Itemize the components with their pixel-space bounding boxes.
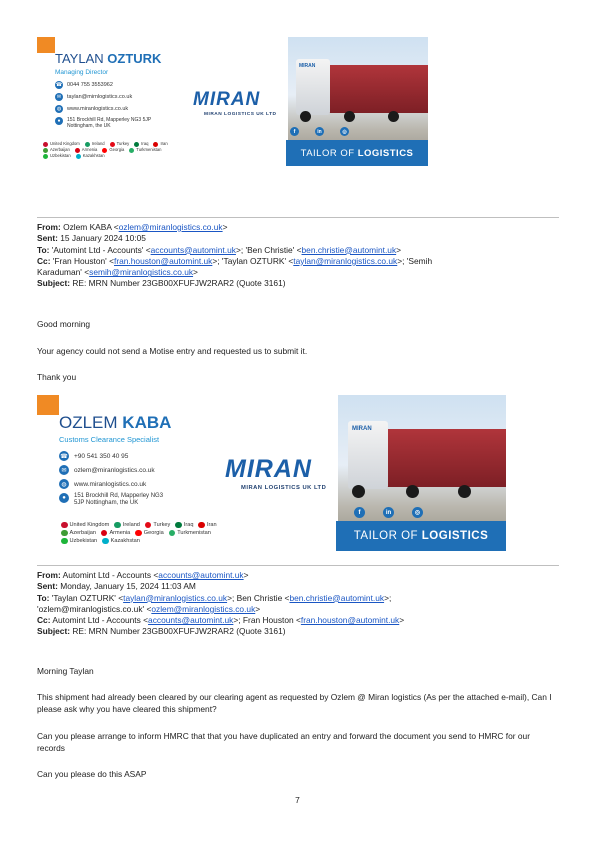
to-email-link[interactable]: accounts@automint.uk: [150, 244, 236, 255]
cc-email-link[interactable]: semih@miranlogistics.co.uk: [89, 267, 194, 278]
flag-icon: [129, 148, 134, 153]
wheel: [344, 111, 355, 122]
mail-icon: ✉: [56, 94, 62, 100]
miran-logo: MIRAN: [225, 455, 312, 483]
mail-icon: ✉: [59, 465, 69, 475]
tagline-strip: [336, 521, 506, 551]
flag-icon: [85, 142, 90, 147]
email-body-paragraph: This shipment had already been cleared by our clearing agent as requested by Ozlem @ Miran logistics (As per the attached e-mail), Can I please ask why you have cleared this shipment?: [37, 692, 552, 715]
country-flag: [145, 521, 170, 529]
email-address: ozlem@miranlogistics.co.uk: [74, 466, 155, 474]
truck-cab: [348, 421, 388, 489]
country-name: Turkmenistan: [136, 147, 162, 152]
truck-cab: [296, 59, 330, 115]
first-name: TAYLAN: [55, 51, 104, 66]
flag-icon: [153, 142, 158, 147]
country-name: Georgia: [109, 147, 125, 152]
flag-icon: [43, 154, 48, 159]
to-email-link[interactable]: taylan@miranlogistics.co.uk: [123, 592, 228, 603]
flag-icon: [114, 522, 121, 529]
page-number: 7: [295, 795, 300, 805]
country-flag: [169, 529, 211, 537]
country-name: Azerbaijan: [50, 147, 70, 152]
accent-bar: [37, 395, 59, 415]
job-title: Customs Clearance Specialist: [59, 435, 160, 444]
wheel: [300, 111, 311, 122]
phone-row: [59, 451, 128, 461]
signature-card: [37, 37, 187, 166]
flag-icon: [145, 522, 152, 529]
address: 151 Brockhill Rd, Mapperley NG3 5JP Nottingham, the UK: [74, 493, 164, 506]
country-name: Kazakhstan: [110, 538, 140, 544]
flag-icon: [43, 142, 48, 147]
cc-line: Cc: Automint Ltd - Accounts <accounts@automint.uk>; Fran Houston <fran.houston@automint.uk>: [37, 615, 405, 626]
from-line: From: Ozlem KABA <ozlem@miranlogistics.co.uk>: [37, 222, 228, 232]
header-divider: [37, 565, 559, 566]
cab-logo: MIRAN: [352, 426, 372, 432]
email-body-paragraph: Can you please arrange to inform HMRC that that you have duplicated an entry and forward the document you send to HMRC for our records: [37, 731, 530, 754]
instagram-icon[interactable]: ◎: [412, 507, 423, 518]
cab-logo: MIRAN: [299, 63, 316, 69]
cc-email-link[interactable]: fran.houston@automint.uk: [300, 615, 400, 626]
country-flag: [114, 521, 140, 529]
country-name: Ireland: [91, 141, 105, 146]
country-flag: [135, 529, 163, 537]
country-name: Kazakhstan: [82, 153, 105, 158]
first-name: OZLEM: [59, 413, 118, 432]
country-name: Uzbekistan: [50, 153, 71, 158]
signature-name: [55, 51, 161, 66]
phone-number: +90 541 350 40 95: [74, 452, 129, 460]
to-line: To: 'Taylan OZTURK' <taylan@miranlogistics.co.uk>; Ben Christie <ben.christie@automint.uk>;: [37, 592, 392, 603]
country-name: Ireland: [122, 522, 140, 528]
country-name: Armenia: [109, 530, 131, 536]
phone-icon: ☎: [59, 451, 69, 461]
accent-bar: [37, 37, 55, 53]
flag-icon: [134, 142, 139, 147]
email-header-1: [37, 222, 559, 290]
social-icons: [290, 127, 349, 136]
from-email-link[interactable]: ozlem@miranlogistics.co.uk: [118, 222, 223, 232]
to-email-link[interactable]: ben.christie@automint.uk: [301, 244, 397, 255]
trailer: [382, 429, 506, 487]
subject-line: Subject: RE: MRN Number 23GB00XFUFJW2RAR2 (Quote 3161): [37, 626, 286, 637]
flag-icon: [175, 522, 182, 529]
last-name: KABA: [122, 413, 172, 432]
country-flag: [102, 147, 124, 153]
company-name: MIRAN LOGISTICS UK LTD: [204, 112, 277, 117]
to-line-continued: 'ozlem@miranlogistics.co.uk' <ozlem@miranlogistics.co.uk>: [37, 603, 261, 614]
wheel: [406, 485, 419, 498]
to-line: To: 'Automint Ltd - Accounts' <accounts@automint.uk>; 'Ben Christie' <ben.christie@automint.uk>: [37, 244, 402, 255]
email-body: Your agency could not send a Motise entry and requested us to submit it.: [37, 346, 308, 356]
flag-icon: [61, 522, 68, 529]
country-flag: [61, 537, 97, 545]
country-flag: [175, 521, 193, 529]
country-flag: [198, 521, 216, 529]
flag-icon: [75, 148, 80, 153]
country-flag: [102, 537, 140, 545]
phone-number: 0044 755 3553962: [67, 82, 113, 88]
social-icons: [354, 507, 423, 518]
signature-banner-ozlem: [37, 395, 506, 551]
tagline-strip: [286, 140, 428, 166]
flag-icon: [102, 538, 109, 545]
instagram-icon[interactable]: ◎: [340, 127, 349, 136]
website: www.miranlogistics.co.uk: [74, 480, 147, 488]
country-name: Armenia: [81, 147, 98, 152]
location-pin-icon: ●: [55, 117, 63, 125]
cc-line: Cc: 'Fran Houston' <fran.houston@automint.uk>; 'Taylan OZTURK' <taylan@miranlogistics.co.uk>; 'Semih: [37, 255, 433, 266]
flag-icon: [61, 538, 68, 545]
country-flag: [101, 529, 130, 537]
cc-line-continued: Karaduman' <semih@miranlogistics.co.uk>: [37, 267, 198, 278]
country-name: Iran: [160, 141, 168, 146]
country-name: Turkmenistan: [177, 530, 211, 536]
signature-banner-taylan: [37, 37, 428, 166]
tagline-prefix: TAILOR OF: [300, 147, 358, 159]
sent-line: Sent: 15 January 2024 10:05: [37, 233, 146, 244]
flag-icon: [169, 530, 176, 537]
trailer: [324, 65, 428, 113]
globe-icon: ◍: [56, 106, 62, 112]
address: 151 Brockhill Rd, Mapperley NG3 5JP Nottingham, the UK: [67, 117, 152, 129]
country-name: Uzbekistan: [69, 538, 98, 544]
flag-icon: [61, 530, 68, 537]
miran-logo: MIRAN: [193, 89, 261, 110]
flag-icon: [43, 148, 48, 153]
flag-icon: [76, 154, 81, 159]
country-flag: [61, 521, 109, 529]
website-row: [55, 105, 128, 113]
facebook-icon[interactable]: f: [354, 507, 365, 518]
country-flag: [61, 529, 96, 537]
sent-line: Sent: Monday, January 15, 2024 11:03 AM: [37, 581, 196, 592]
country-flag: [43, 153, 71, 159]
location-pin-icon: ●: [59, 493, 69, 503]
country-name: United Kingdom: [50, 141, 80, 146]
country-flags: [43, 141, 193, 159]
wheel: [458, 485, 471, 498]
cc-email-link[interactable]: taylan@miranlogistics.co.uk: [293, 255, 398, 266]
tagline-bold: LOGISTICS: [421, 530, 489, 542]
country-name: Georgia: [143, 530, 164, 536]
flag-icon: [110, 142, 115, 147]
country-name: Iran: [206, 522, 217, 528]
phone-icon: ☎: [55, 82, 63, 88]
from-email-link[interactable]: accounts@automint.uk: [158, 570, 244, 580]
flag-icon: [198, 522, 205, 529]
facebook-icon[interactable]: f: [290, 127, 299, 136]
email-body-paragraph: Can you please do this ASAP: [37, 769, 147, 779]
address-row: [59, 493, 174, 507]
last-name: OZTURK: [107, 51, 162, 66]
email-header-2: [37, 570, 559, 638]
to-email-link[interactable]: ben.christie@automint.uk: [289, 592, 385, 603]
linkedin-icon[interactable]: in: [383, 507, 394, 518]
header-divider: [37, 217, 559, 218]
wheel: [388, 111, 399, 122]
website-row: [59, 479, 146, 489]
company-name: MIRAN LOGISTICS UK LTD: [241, 485, 327, 491]
country-flags: [61, 521, 243, 545]
cc-email-link[interactable]: accounts@automint.uk: [148, 615, 234, 626]
subject-line: Subject: RE: MRN Number 23GB00XFUFJW2RAR2 (Quote 3161): [37, 278, 286, 289]
greeting: Morning Taylan: [37, 666, 94, 676]
country-name: Turkey: [153, 522, 171, 528]
signature-name: [59, 413, 171, 433]
country-name: Turkey: [116, 141, 130, 146]
country-name: Iraq: [141, 141, 149, 146]
linkedin-icon[interactable]: in: [315, 127, 324, 136]
country-flag: [76, 153, 105, 159]
to-email-link[interactable]: ozlem@miranlogistics.co.uk: [151, 603, 256, 614]
website: www.miranlogistics.co.uk: [67, 106, 129, 112]
country-name: United Kingdom: [69, 522, 110, 528]
closing: Thank you: [37, 372, 77, 382]
globe-icon: ◍: [59, 479, 69, 489]
cc-email-link[interactable]: fran.houston@automint.uk: [114, 255, 213, 266]
country-flag: [129, 147, 161, 153]
email-address: taylan@mirnlogistics.co.uk: [67, 94, 133, 100]
address-row: [55, 117, 155, 129]
flag-icon: [101, 530, 108, 537]
from-line: From: Automint Ltd - Accounts <accounts@automint.uk>: [37, 570, 249, 580]
tagline-bold: LOGISTICS: [357, 147, 414, 159]
signature-card: [37, 395, 219, 551]
job-title: Managing Director: [55, 69, 109, 76]
wheel: [352, 485, 365, 498]
flag-icon: [135, 530, 142, 537]
country-name: Iraq: [183, 522, 194, 528]
email-row: [55, 93, 132, 101]
flag-icon: [102, 148, 107, 153]
tagline-prefix: TAILOR OF: [353, 530, 422, 542]
country-name: Azerbaijan: [69, 530, 96, 536]
email-row: [59, 465, 155, 475]
phone-row: [55, 81, 113, 89]
greeting: Good morning: [37, 319, 91, 329]
